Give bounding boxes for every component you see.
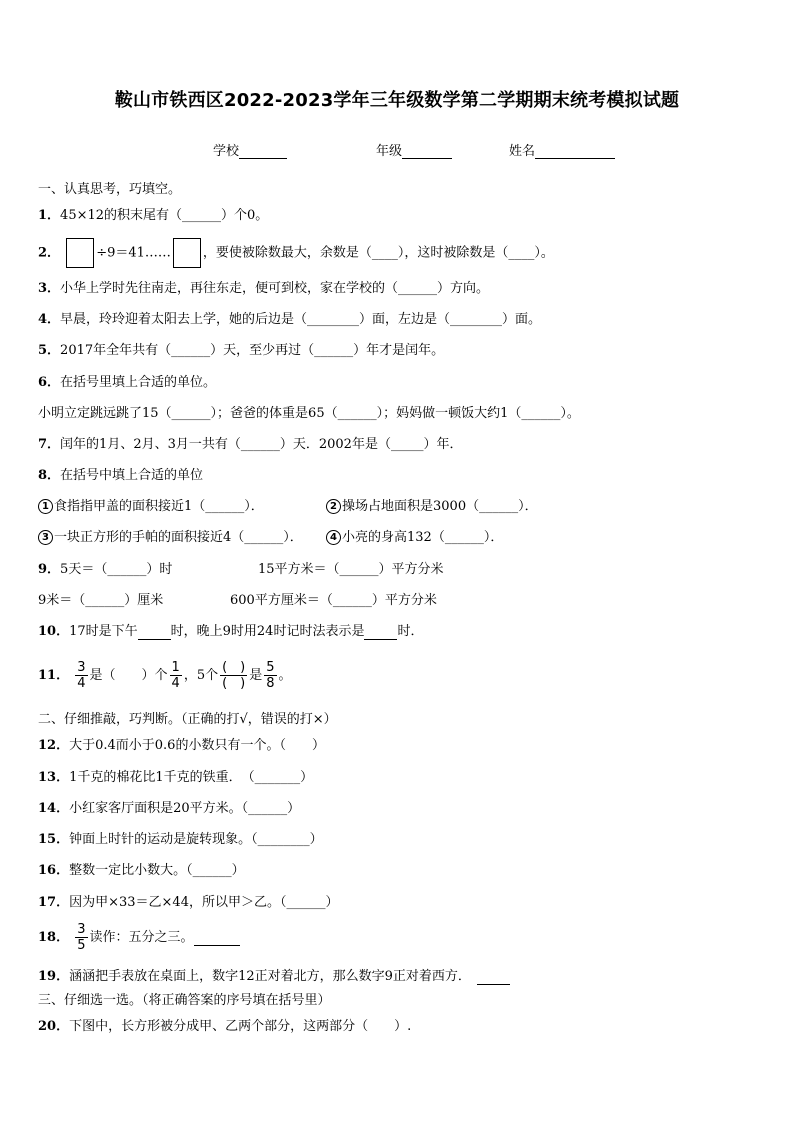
grade-label: 年级 [376, 144, 403, 159]
question-text: 钟面上时针的运动是旋转现象。（________） [69, 832, 323, 847]
question-8-row-1 [38, 499, 264, 515]
question-text-b: ，5个 [183, 668, 219, 683]
question-text-a: ÷9＝41…… [96, 245, 171, 261]
question-13 [38, 770, 313, 786]
dividend-box[interactable] [66, 238, 94, 268]
question-8-row-1b [326, 499, 538, 515]
question-6-body: 小明立定跳远跳了15（______）；爸爸的体重是65（______）；妈妈做一顿饭大约1（______）。 [38, 406, 580, 421]
school-field [213, 140, 287, 159]
question-8-item-4: 小亮的身高132（______）． [342, 530, 504, 545]
question-number: 12． [38, 738, 70, 753]
question-9-part-3: 9米＝（______）厘米 [38, 593, 164, 608]
question-9-part-2: 15平方米＝（______）平方分米 [258, 562, 444, 577]
question-number: 11． [38, 668, 70, 683]
question-17 [38, 895, 338, 911]
question-text: 因为甲×33＝乙×44，所以甲＞乙。（______） [69, 895, 339, 910]
question-8-item-3: 一块正方形的手帕的面积接近4（______）． [54, 530, 303, 545]
question-4 [38, 312, 541, 328]
question-number: 5． [38, 343, 61, 358]
page-title: 鞍山市铁西区2022-2023学年三年级数学第二学期期末统考模拟试题 [114, 90, 680, 111]
fraction-three-fifths: $\frac{3}{5}$ [77, 922, 86, 953]
section-3-heading: 三、仔细选一选。（将正确答案的序号填在括号里） [38, 993, 331, 1008]
question-8 [38, 468, 203, 484]
question-8-row-2b [326, 530, 503, 546]
circled-number-2: 2 [326, 499, 341, 514]
question-number: 19． [38, 969, 70, 984]
question-text: 小华上学时先往南走，再往东走，便可到校，家在学校的（______）方向。 [60, 281, 490, 296]
circled-number-1: 1 [38, 499, 53, 514]
answer-blank[interactable] [364, 626, 397, 640]
question-text-b: 时，晚上9时用24时记时法表示是 [170, 624, 365, 639]
question-text: 2017年全年共有（______）天，至少再过（______）年才是闰年。 [60, 343, 445, 358]
question-19 [38, 969, 510, 985]
question-9-part-4: 600平方厘米＝（______）平方分米 [230, 593, 437, 608]
question-number: 8． [38, 468, 61, 483]
question-number: 18． [38, 930, 70, 945]
question-text-c: 时． [397, 624, 424, 639]
name-field [509, 140, 615, 159]
question-number: 9． [38, 562, 61, 577]
remainder-box[interactable] [173, 238, 201, 268]
fraction-blank[interactable]: $\frac{( )}{( )}$ [222, 660, 246, 691]
question-text: 闰年的1月、2月、3月一共有（______）天．2002年是（_____）年． [60, 437, 463, 452]
section-1-heading: 一、认真思考，巧填空。 [38, 182, 182, 197]
question-2 [38, 238, 554, 269]
question-text-b: ，要使被除数最大，余数是（____），这时被除数是（____）。 [202, 245, 554, 261]
question-text: 早晨，玲玲迎着太阳去上学，她的后边是（________）面，左边是（________）面。 [60, 312, 542, 327]
question-number: 3． [38, 281, 61, 296]
name-blank[interactable] [535, 144, 615, 159]
name-label: 姓名 [509, 144, 536, 159]
answer-blank[interactable] [138, 626, 171, 640]
fraction-five-eighths: $\frac{5}{8}$ [266, 660, 275, 691]
question-number: 4． [38, 312, 61, 327]
question-8-item-1: 食指指甲盖的面积接近1（______）． [54, 499, 264, 514]
question-8-item-2: 操场占地面积是3000（______）． [342, 499, 538, 514]
question-5 [38, 343, 444, 359]
question-7 [38, 437, 462, 453]
question-number: 2． [38, 245, 61, 261]
question-3 [38, 281, 489, 297]
circled-number-3: 3 [38, 530, 53, 545]
answer-blank[interactable] [194, 932, 240, 946]
question-8-row-2 [38, 530, 303, 546]
question-text: 涵涵把手表放在桌面上，数字12正对着北方，那么数字9正对着西方． [69, 969, 471, 984]
question-text-c: 是 [249, 668, 263, 683]
question-9-part-1: 5天＝（______）时 [60, 562, 173, 577]
fraction-three-quarters: $\frac{3}{4}$ [77, 660, 86, 691]
question-6 [38, 375, 216, 391]
question-text: 1千克的棉花比1千克的铁重． （_______） [69, 770, 314, 785]
question-1 [38, 208, 268, 224]
question-12 [38, 738, 325, 754]
question-9 [38, 562, 172, 578]
question-18 [38, 918, 240, 958]
question-number: 10． [38, 624, 70, 639]
question-number: 7． [38, 437, 61, 452]
fraction-one-quarter: $\frac{1}{4}$ [171, 660, 180, 691]
answer-blank[interactable] [477, 971, 510, 985]
question-number: 17． [38, 895, 70, 910]
question-text: 在括号里填上合适的单位。 [60, 375, 217, 390]
question-number: 1． [38, 208, 61, 223]
question-number: 13． [38, 770, 70, 785]
question-text: 在括号中填上合适的单位 [60, 468, 204, 483]
grade-blank[interactable] [402, 144, 452, 159]
question-number: 14． [38, 801, 70, 816]
section-2-heading: 二、仔细推敲，巧判断。（正确的打√，错误的打×） [38, 712, 337, 727]
question-15 [38, 832, 323, 848]
question-text: 小红家客厅面积是20平方米。（______） [69, 801, 301, 816]
question-text: 下图中，长方形被分成甲、乙两个部分，这两部分（ ）. [69, 1019, 412, 1034]
question-text: 读作：五分之三。 [89, 930, 194, 945]
question-10 [38, 624, 423, 640]
question-text: 大于0.4而小于0.6的小数只有一个。（ ） [69, 738, 325, 753]
question-number: 15． [38, 832, 70, 847]
question-11 [38, 656, 292, 696]
question-20 [38, 1019, 411, 1035]
question-text-a: 是（ ）个 [89, 668, 168, 683]
question-text: 45×12的积末尾有（______）个0。 [60, 208, 269, 223]
grade-field [376, 140, 452, 159]
question-text-a: 17时是下午 [69, 624, 138, 639]
circled-number-4: 4 [326, 530, 341, 545]
question-text-d: 。 [278, 668, 292, 683]
school-label: 学校 [213, 144, 240, 159]
question-number: 6． [38, 375, 61, 390]
question-number: 20． [38, 1019, 70, 1034]
question-16 [38, 863, 245, 879]
question-text: 整数一定比小数大。（______） [69, 863, 245, 878]
question-14 [38, 801, 300, 817]
school-blank[interactable] [239, 144, 287, 159]
question-number: 16． [38, 863, 70, 878]
